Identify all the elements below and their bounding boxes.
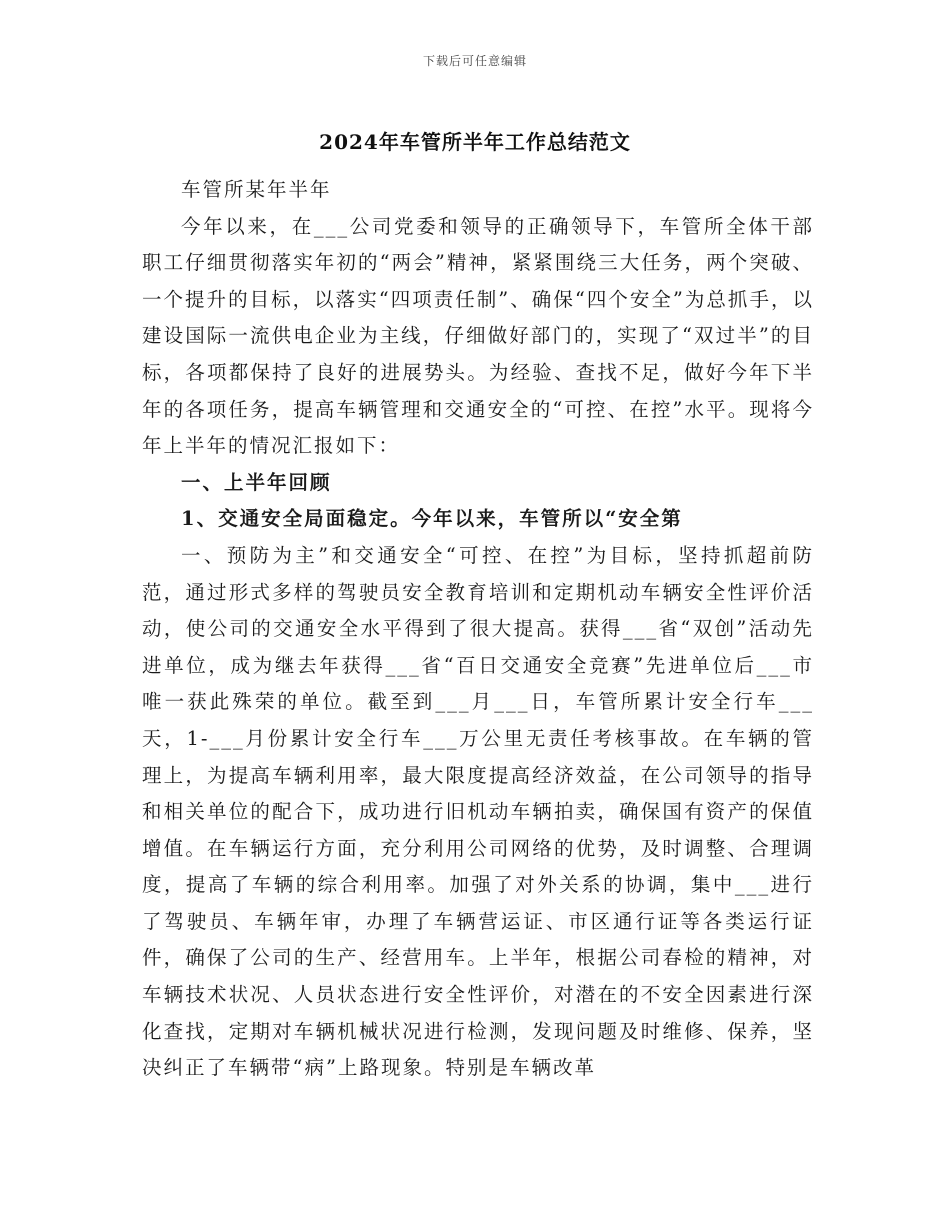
page-title: 2024年车管所半年工作总结范文 xyxy=(319,130,631,154)
paragraph-intro: 今年以来，在___公司党委和领导的正确领导下，车管所全体干部职工仔细贯彻落实年初的“两会”精神，紧紧围绕三大任务，两个突破、一个提升的目标，以落实“四项责任制”、确保“四个安全”为总抓手，以建设国际一流供电企业为主线，仔细做好部门的，实现了“双过半”的目标，各项都保持了良好的进展势头。为经验、查找不足，做好今年下半年的各项任务，提高车辆管理和交通安全的“可控、在控”水平。现将今年上半年的情况汇报如下： xyxy=(142,214,814,458)
section-heading: 一、上半年回顾 xyxy=(181,470,332,494)
document-body xyxy=(142,172,814,1087)
subsection-heading: 1、交通安全局面稳定。今年以来，车管所以“安全第 xyxy=(181,507,683,531)
paragraph-subtitle: 车管所某年半年 xyxy=(181,178,332,201)
paragraph-body: 一、预防为主”和交通安全“可控、在控”为目标，坚持抓超前防范，通过形式多样的驾驶员安全教育培训和定期机动车辆安全性评价活动，使公司的交通安全水平得到了很大提高。获得___省“双创”活动先进单位，成为继去年获得___省“百日交通安全竞赛”先进单位后___市唯一获此殊荣的单位。截至到___月___日，车管所累计安全行车___天，1-___月份累计安全行车___万公里无责任考核事故。在车辆的管理上，为提高车辆利用率，最大限度提高经济效益，在公司领导的指导和相关单位的配合下，成功进行旧机动车辆拍卖，确保国有资产的保值增值。在车辆运行方面，充分利用公司网络的优势，及时调整、合理调度，提高了车辆的综合利用率。加强了对外关系的协调，集中___进行了驾驶员、车辆年审，办理了车辆营运证、市区通行证等各类运行证件，确保了公司的生产、经营用车。上半年，根据公司春检的精神，对车辆技术状况、人员状态进行安全性评价，对潜在的不安全因素进行深化查找，定期对车辆机械状况进行检测，发现问题及时维修、保养，坚决纠正了车辆带“病”上路现象。特别是车辆改革 xyxy=(142,543,814,1080)
header-note: 下载后可任意编辑 xyxy=(422,54,527,68)
